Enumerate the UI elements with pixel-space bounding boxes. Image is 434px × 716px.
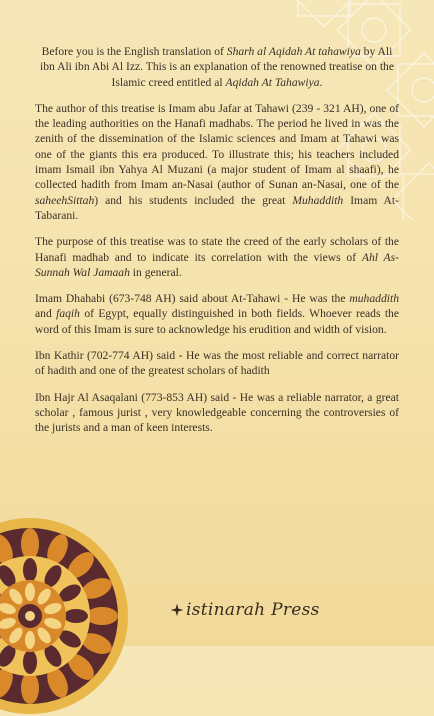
text-run: Imam Dhahabi (673-748 AH) said about At-Tahawi - He was the: [35, 292, 350, 306]
italic-term: saheehSittah: [35, 193, 95, 207]
italic-term: Muhaddith: [292, 193, 344, 207]
text-run: of Egypt, equally distinguished in both fields. Whoever reads the word of this Imam is sure to acknowledge his erudition and width of vision.: [35, 307, 399, 336]
mandala-decoration: [0, 516, 130, 716]
publisher-name: istinarah Press: [186, 600, 320, 620]
paragraph-author: [35, 101, 399, 223]
body-text: [35, 44, 399, 447]
text-run: in general.: [129, 265, 182, 279]
text-run: The purpose of this treatise was to state the creed of the early scholars of the Hanafi madhab and to indicate its correlation with the views of: [35, 235, 399, 264]
paragraph-intro: [35, 44, 399, 90]
italic-term: muhaddith: [349, 292, 399, 306]
italic-term: faqih: [56, 307, 80, 321]
paragraph-dhahabi-quote: [35, 291, 399, 337]
italic-term: Ahl As-Sunnah Wal Jamaah: [35, 250, 399, 279]
paragraph-ibn-hajr-quote: [35, 390, 399, 436]
text-run: by Ali ibn Ali ibn Abi Al Izz. This is an explanation of the renowned treatise on the Islamic creed entitled al: [40, 45, 394, 89]
italic-term: Aqidah At Tahawiya: [225, 75, 320, 89]
publisher-logo: [170, 600, 320, 620]
text-run: Before you is the English translation of: [41, 45, 227, 58]
italic-term: Sharh al Aqidah At tahawiya: [226, 45, 361, 58]
text-run: and: [35, 307, 57, 321]
text-run: Imam At-Tabarani.: [35, 193, 400, 222]
text-run: The author of this treatise is Imam abu Jafar at Tahawi (239 - 321 AH), one of the leading authorities on the Hanafi madhabs. The period he lived in was the zenith of the dissemination of the Islamic sciences and Imam at Tahawi was one of the giants this era produced. To illustrate this; his teachers included imam Ismail ibn Yahya Al Muzani (a major student of Imam al shaafi), he collected hadith from Imam an-Nasai (author of Sunan an-Nasai, one of the: [35, 101, 399, 192]
text-run: Ibn Kathir (702-774 AH) said - He was the most reliable and correct narrator of hadith and one of the greatest scholars of hadith: [35, 349, 399, 378]
paragraph-purpose: [35, 234, 399, 280]
paragraph-ibn-kathir-quote: [35, 348, 399, 379]
text-run: Ibn Hajr Al Asaqalani (773-853 AH) said - He was a reliable narrator, a great scholar , famous jurist , very knowledgeable concerning the controversies of the jurists and a man of keen interests.: [35, 390, 399, 435]
text-run: ) and his students included the great: [94, 193, 293, 207]
text-run: .: [319, 75, 323, 89]
star-logo-icon: [170, 603, 184, 617]
